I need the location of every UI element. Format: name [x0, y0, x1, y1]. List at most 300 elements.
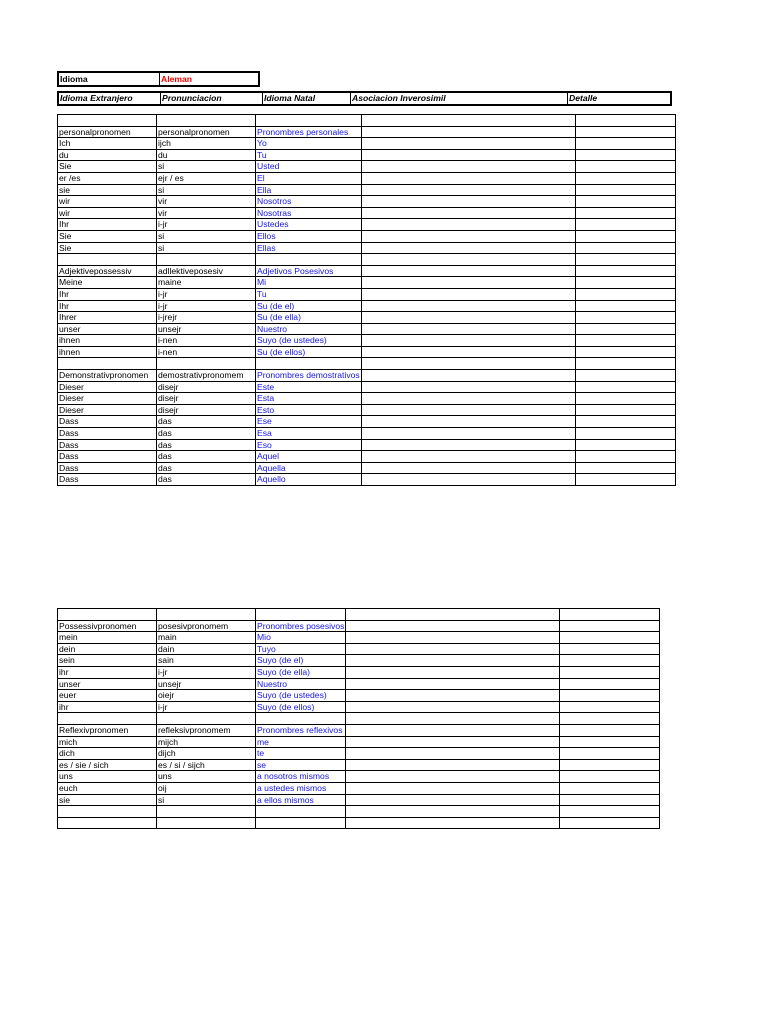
table-row	[58, 288, 676, 300]
detail-cell	[575, 474, 675, 486]
detail-cell	[560, 632, 660, 644]
foreign-word-cell: Sie	[58, 161, 157, 173]
table-row	[58, 678, 660, 690]
association-cell	[346, 782, 560, 794]
native-word-cell: Su (de ella)	[256, 312, 362, 324]
pronunciation-cell: das	[157, 439, 256, 451]
association-cell	[361, 149, 575, 161]
association-cell	[346, 643, 560, 655]
pronunciation-cell: posesivpronomem	[157, 620, 256, 632]
association-cell	[361, 474, 575, 486]
foreign-word-cell: uns	[58, 771, 157, 783]
pronunciation-cell: dijch	[157, 748, 256, 760]
native-word-cell: Nosotras	[256, 207, 362, 219]
pronunciation-cell: si	[157, 794, 256, 806]
foreign-word-cell: du	[58, 149, 157, 161]
table-row	[58, 393, 676, 405]
pronunciation-cell	[157, 817, 256, 829]
table-row	[58, 381, 676, 393]
association-cell	[346, 748, 560, 760]
association-cell	[346, 701, 560, 713]
association-cell	[346, 724, 560, 736]
foreign-word-cell: Ihrer	[58, 312, 157, 324]
association-cell	[361, 184, 575, 196]
detail-cell	[575, 323, 675, 335]
foreign-word-cell: Reflexivpronomen	[58, 724, 157, 736]
native-word-cell: Su (de ellos)	[256, 346, 362, 358]
pronunciation-cell	[157, 806, 256, 818]
pronunciation-cell: es / si / sijch	[157, 759, 256, 771]
table-row	[58, 219, 676, 231]
detail-cell	[560, 817, 660, 829]
pronunciation-cell	[157, 358, 256, 370]
pronunciation-cell: mijch	[157, 736, 256, 748]
col-header-pronunciation: Pronunciacion	[161, 92, 263, 105]
detail-cell	[560, 690, 660, 702]
association-cell	[361, 416, 575, 428]
association-cell	[361, 219, 575, 231]
detail-cell	[575, 358, 675, 370]
detail-cell	[560, 759, 660, 771]
table-row	[58, 184, 676, 196]
detail-cell	[575, 288, 675, 300]
native-word-cell: Ellos	[256, 230, 362, 242]
foreign-word-cell: Demonstrativpronomen	[58, 370, 157, 382]
native-word-cell	[256, 806, 346, 818]
foreign-word-cell	[58, 115, 157, 127]
native-word-cell: Tuyo	[256, 643, 346, 655]
detail-cell	[560, 620, 660, 632]
detail-cell	[560, 806, 660, 818]
native-word-cell: Eso	[256, 439, 362, 451]
detail-cell	[575, 172, 675, 184]
pronunciation-cell: sain	[157, 655, 256, 667]
foreign-word-cell: unser	[58, 323, 157, 335]
association-cell	[361, 126, 575, 138]
foreign-word-cell: unser	[58, 678, 157, 690]
detail-cell	[575, 335, 675, 347]
native-word-cell: Usted	[256, 161, 362, 173]
foreign-word-cell: sein	[58, 655, 157, 667]
pronunciation-cell: disejr	[157, 404, 256, 416]
foreign-word-cell: ihr	[58, 666, 157, 678]
pronunciation-cell: i-nen	[157, 335, 256, 347]
detail-cell	[575, 207, 675, 219]
detail-cell	[575, 138, 675, 150]
association-cell	[346, 817, 560, 829]
detail-cell	[575, 196, 675, 208]
foreign-word-cell: wir	[58, 196, 157, 208]
detail-cell	[560, 748, 660, 760]
pronunciation-cell: das	[157, 474, 256, 486]
pronunciation-cell: du	[157, 149, 256, 161]
table-row	[58, 794, 660, 806]
native-word-cell: Ese	[256, 416, 362, 428]
table-row	[58, 335, 676, 347]
native-word-cell: Adjetivos Posesivos	[256, 265, 362, 277]
foreign-word-cell: Meine	[58, 277, 157, 289]
native-word-cell: Pronombres personales	[256, 126, 362, 138]
association-cell	[346, 690, 560, 702]
native-word-cell: Ella	[256, 184, 362, 196]
pronunciation-cell: vir	[157, 196, 256, 208]
foreign-word-cell: Dass	[58, 416, 157, 428]
pronunciation-cell: uns	[157, 771, 256, 783]
pronunciation-cell: si	[157, 242, 256, 254]
foreign-word-cell	[58, 609, 157, 621]
table-row	[58, 748, 660, 760]
pronunciation-cell	[157, 609, 256, 621]
foreign-word-cell: dein	[58, 643, 157, 655]
table-row	[58, 242, 676, 254]
association-cell	[361, 312, 575, 324]
native-word-cell: Tu	[256, 149, 362, 161]
association-cell	[346, 678, 560, 690]
table-row	[58, 462, 676, 474]
detail-cell	[560, 655, 660, 667]
table-row	[58, 346, 676, 358]
association-cell	[361, 196, 575, 208]
pronunciation-cell: main	[157, 632, 256, 644]
native-word-cell: Aquello	[256, 474, 362, 486]
native-word-cell: Pronombres reflexivos	[256, 724, 346, 736]
association-cell	[346, 713, 560, 725]
association-cell	[361, 265, 575, 277]
association-cell	[361, 300, 575, 312]
pronunciation-cell: disejr	[157, 393, 256, 405]
table-row	[58, 782, 660, 794]
pronunciation-cell: ijch	[157, 138, 256, 150]
detail-cell	[575, 184, 675, 196]
detail-cell	[575, 300, 675, 312]
foreign-word-cell: ihr	[58, 701, 157, 713]
detail-cell	[575, 242, 675, 254]
col-header-association: Asociacion Inverosimil	[351, 92, 568, 105]
table-row	[58, 416, 676, 428]
pronunciation-cell: i-jr	[157, 288, 256, 300]
foreign-word-cell: Sie	[58, 242, 157, 254]
pronunciation-cell	[157, 254, 256, 266]
detail-cell	[575, 230, 675, 242]
vocab-table-2	[57, 608, 660, 829]
language-header-box	[57, 71, 260, 87]
table-row	[58, 230, 676, 242]
pronunciation-cell: refleksivpronomem	[157, 724, 256, 736]
association-cell	[346, 771, 560, 783]
native-word-cell	[256, 817, 346, 829]
association-cell	[361, 462, 575, 474]
table-row	[58, 265, 676, 277]
foreign-word-cell: Dass	[58, 474, 157, 486]
table-row	[58, 358, 676, 370]
native-word-cell: Suyo (de el)	[256, 655, 346, 667]
table-row	[58, 701, 660, 713]
foreign-word-cell: Ihr	[58, 300, 157, 312]
detail-cell	[575, 393, 675, 405]
table-row	[58, 312, 676, 324]
column-header-row	[57, 91, 672, 106]
native-word-cell: te	[256, 748, 346, 760]
table-row	[58, 643, 660, 655]
association-cell	[346, 736, 560, 748]
detail-cell	[575, 115, 675, 127]
foreign-word-cell: Ich	[58, 138, 157, 150]
association-cell	[361, 254, 575, 266]
association-cell	[346, 620, 560, 632]
association-cell	[361, 161, 575, 173]
native-word-cell: Pronombres posesivos	[257, 620, 345, 631]
association-cell	[361, 451, 575, 463]
detail-cell	[560, 724, 660, 736]
detail-cell	[575, 219, 675, 231]
association-cell	[361, 358, 575, 370]
foreign-word-cell: Dass	[58, 451, 157, 463]
native-word-cell: se	[256, 759, 346, 771]
foreign-word-cell: euer	[58, 690, 157, 702]
association-cell	[361, 288, 575, 300]
language-label: Idioma	[58, 72, 160, 86]
table-row	[58, 609, 660, 621]
association-cell	[346, 632, 560, 644]
pronunciation-cell: dain	[157, 643, 256, 655]
detail-cell	[575, 312, 675, 324]
association-cell	[361, 230, 575, 242]
native-word-cell	[256, 609, 346, 621]
table-row	[58, 277, 676, 289]
table-row	[58, 451, 676, 463]
native-word-cell: Nuestro	[256, 323, 362, 335]
association-cell	[361, 335, 575, 347]
table-row	[58, 404, 676, 416]
association-cell	[361, 439, 575, 451]
detail-cell	[575, 404, 675, 416]
foreign-word-cell: ihnen	[58, 346, 157, 358]
foreign-word-cell: dich	[58, 748, 157, 760]
foreign-word-cell	[58, 713, 157, 725]
native-word-cell: Esa	[256, 428, 362, 440]
native-word-cell: Esto	[256, 404, 362, 416]
pronunciation-cell: i-jr	[157, 666, 256, 678]
detail-cell	[560, 701, 660, 713]
detail-cell	[560, 736, 660, 748]
association-cell	[346, 759, 560, 771]
detail-cell	[575, 439, 675, 451]
vocab-table-1	[57, 114, 676, 486]
pronunciation-cell: si	[157, 184, 256, 196]
pronunciation-cell: si	[157, 161, 256, 173]
native-word-cell: a ustedes mismos	[256, 782, 346, 794]
foreign-word-cell: Dass	[58, 428, 157, 440]
native-word-cell	[256, 115, 362, 127]
pronunciation-cell: das	[157, 451, 256, 463]
pronunciation-cell: oiejr	[157, 690, 256, 702]
association-cell	[361, 393, 575, 405]
native-word-cell	[256, 358, 362, 370]
detail-cell	[575, 277, 675, 289]
detail-cell	[575, 451, 675, 463]
association-cell	[361, 172, 575, 184]
pronunciation-cell: oij	[157, 782, 256, 794]
native-word-cell: Nuestro	[256, 678, 346, 690]
table-row	[58, 161, 676, 173]
table-row	[58, 474, 676, 486]
pronunciation-cell: das	[157, 428, 256, 440]
pronunciation-cell: i-nen	[157, 346, 256, 358]
table-row	[58, 620, 660, 632]
native-word-cell: Este	[256, 381, 362, 393]
pronunciation-cell	[157, 713, 256, 725]
table-row	[58, 439, 676, 451]
native-word-cell	[256, 713, 346, 725]
native-word-cell: me	[256, 736, 346, 748]
foreign-word-cell: Dieser	[58, 404, 157, 416]
pronunciation-cell: unsejr	[157, 323, 256, 335]
native-word-cell: Ustedes	[256, 219, 362, 231]
foreign-word-cell	[58, 817, 157, 829]
pronunciation-cell: adllektiveposesiv	[157, 265, 256, 277]
pronunciation-cell	[157, 115, 256, 127]
foreign-word-cell: Adjektivepossessiv	[58, 265, 157, 277]
foreign-word-cell: Sie	[58, 230, 157, 242]
foreign-word-cell: sie	[58, 184, 157, 196]
detail-cell	[560, 678, 660, 690]
foreign-word-cell: mein	[58, 632, 157, 644]
detail-cell	[560, 782, 660, 794]
foreign-word-cell	[58, 358, 157, 370]
native-word-cell: Aquella	[256, 462, 362, 474]
table-row	[58, 428, 676, 440]
pronunciation-cell: maine	[157, 277, 256, 289]
detail-cell	[575, 462, 675, 474]
pronunciation-cell: demostrativpronomem	[157, 370, 256, 382]
native-word-cell: Suyo (de ustedes)	[256, 335, 362, 347]
table-row	[58, 759, 660, 771]
association-cell	[346, 666, 560, 678]
association-cell	[361, 428, 575, 440]
detail-cell	[560, 713, 660, 725]
foreign-word-cell: personalpronomen	[58, 126, 157, 138]
table-row	[58, 254, 676, 266]
foreign-word-cell: mich	[58, 736, 157, 748]
foreign-word-cell: wir	[58, 207, 157, 219]
language-value: Aleman	[161, 74, 193, 84]
detail-cell	[575, 126, 675, 138]
detail-cell	[575, 161, 675, 173]
pronunciation-cell: i-jr	[157, 219, 256, 231]
native-word-cell: Mi	[256, 277, 362, 289]
table-row	[58, 806, 660, 818]
table-row	[58, 724, 660, 736]
table-row	[58, 196, 676, 208]
foreign-word-cell: Dieser	[58, 393, 157, 405]
detail-cell	[560, 794, 660, 806]
association-cell	[361, 346, 575, 358]
table-row	[58, 172, 676, 184]
association-cell	[361, 115, 575, 127]
table-row	[58, 300, 676, 312]
association-cell	[346, 609, 560, 621]
detail-cell	[575, 370, 675, 382]
native-word-cell: Ellas	[256, 242, 362, 254]
native-word-cell: Yo	[256, 138, 362, 150]
association-cell	[361, 138, 575, 150]
foreign-word-cell: Possessivpronomen	[58, 620, 157, 632]
native-word-cell: Nosotros	[256, 196, 362, 208]
pronunciation-cell: i-jrejr	[157, 312, 256, 324]
detail-cell	[560, 666, 660, 678]
native-word-cell: Suyo (de ella)	[256, 666, 346, 678]
table-row	[58, 666, 660, 678]
detail-cell	[575, 346, 675, 358]
native-word-cell: El	[256, 172, 362, 184]
native-word-cell: Aquel	[256, 451, 362, 463]
foreign-word-cell: Ihr	[58, 219, 157, 231]
detail-cell	[560, 771, 660, 783]
table-row	[58, 207, 676, 219]
table-row	[58, 713, 660, 725]
table-row	[58, 632, 660, 644]
detail-cell	[575, 416, 675, 428]
pronunciation-cell: unsejr	[157, 678, 256, 690]
table-row	[58, 149, 676, 161]
native-word-cell: Tu	[256, 288, 362, 300]
col-header-detail: Detalle	[569, 93, 598, 103]
detail-cell	[560, 609, 660, 621]
pronunciation-cell: si	[157, 230, 256, 242]
table-row	[58, 655, 660, 667]
native-word-cell: Suyo (de ellos)	[256, 701, 346, 713]
association-cell	[361, 381, 575, 393]
foreign-word-cell: Dieser	[58, 381, 157, 393]
association-cell	[361, 242, 575, 254]
native-word-cell: Pronombres demostrativos	[257, 370, 360, 381]
association-cell	[346, 794, 560, 806]
association-cell	[346, 806, 560, 818]
native-word-cell	[256, 254, 362, 266]
detail-cell	[575, 428, 675, 440]
association-cell	[361, 404, 575, 416]
table-row	[58, 323, 676, 335]
association-cell	[361, 323, 575, 335]
table-row	[58, 771, 660, 783]
detail-cell	[575, 254, 675, 266]
table-row	[58, 817, 660, 829]
foreign-word-cell: euch	[58, 782, 157, 794]
pronunciation-cell: das	[157, 462, 256, 474]
association-cell	[361, 370, 575, 382]
foreign-word-cell: er /es	[58, 172, 157, 184]
foreign-word-cell: Ihr	[58, 288, 157, 300]
pronunciation-cell: personalpronomen	[157, 126, 256, 138]
association-cell	[346, 655, 560, 667]
table-row	[58, 126, 676, 138]
pronunciation-cell: das	[157, 416, 256, 428]
table-row	[58, 138, 676, 150]
detail-cell	[575, 265, 675, 277]
pronunciation-cell: disejr	[157, 381, 256, 393]
native-word-cell: Su (de el)	[256, 300, 362, 312]
foreign-word-cell: Dass	[58, 439, 157, 451]
foreign-word-cell: Dass	[58, 462, 157, 474]
pronunciation-cell: i-jr	[157, 701, 256, 713]
pronunciation-cell: vir	[157, 207, 256, 219]
native-word-cell: a nosotros mismos	[256, 771, 346, 783]
table-row	[58, 115, 676, 127]
native-word-cell: Mio	[256, 632, 346, 644]
table-row	[58, 690, 660, 702]
col-header-native: Idioma Natal	[263, 92, 351, 105]
foreign-word-cell: ihnen	[58, 335, 157, 347]
